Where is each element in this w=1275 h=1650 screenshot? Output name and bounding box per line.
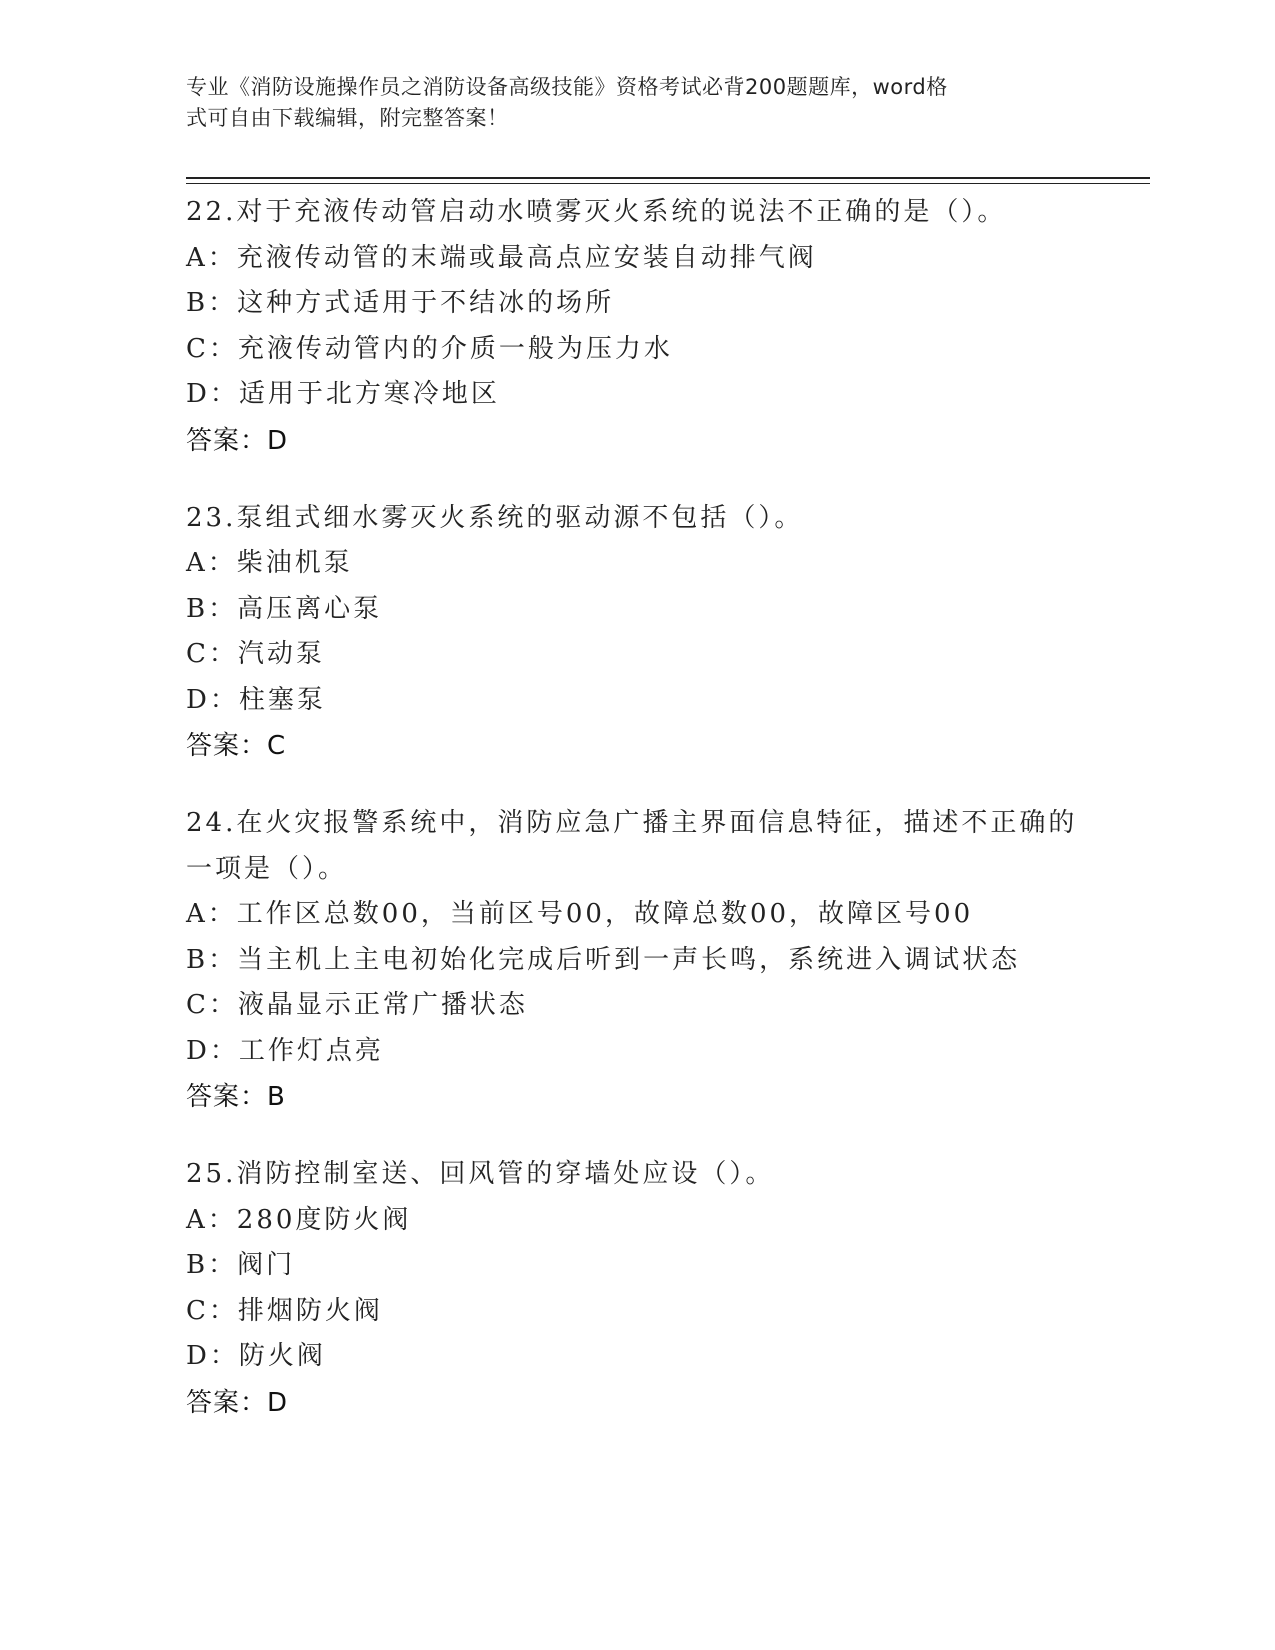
option-b: B：这种方式适用于不结冰的场所: [186, 288, 615, 318]
answer-line: 答案：C: [186, 731, 287, 761]
question-24: [186, 801, 1086, 1120]
answer-line: 答案：D: [186, 425, 289, 456]
option-a: A：280度防火阀: [186, 1204, 412, 1235]
header-line-1: 专业《消防设施操作员之消防设备高级技能》资格考试必背200题题库，word格: [186, 75, 948, 99]
question-22: [186, 190, 1086, 464]
question-stem: 23.泵组式细水雾灭火系统的驱动源不包括（）。: [186, 502, 804, 533]
question-stem: 22.对于充液传动管启动水喷雾灭火系统的说法不正确的是（）。: [186, 197, 1007, 227]
option-d: D：防火阀: [186, 1341, 326, 1371]
header-divider-thick: [186, 177, 1150, 179]
option-c: C：液晶显示正常广播状态: [186, 990, 528, 1020]
option-a: A：工作区总数00，当前区号00，故障总数00，故障区号00: [186, 899, 974, 929]
question-stem: 24.在火灾报警系统中，消防应急广播主界面信息特征，描述不正确的一项是（）。: [186, 808, 1078, 884]
option-c: C：充液传动管内的介质一般为压力水: [186, 333, 673, 364]
option-a: A：柴油机泵: [186, 548, 353, 578]
option-c: C：排烟防火阀: [186, 1295, 383, 1326]
question-list: [186, 190, 1086, 1458]
document-header: [186, 72, 1066, 134]
answer-line: 答案：B: [186, 1082, 286, 1112]
option-c: C：汽动泵: [186, 639, 325, 669]
option-d: D：柱塞泵: [186, 684, 326, 715]
header-divider-thin: [186, 183, 1150, 184]
option-b: B：阀门: [186, 1250, 296, 1280]
option-d: D：适用于北方寒冷地区: [186, 379, 500, 409]
option-b: B：高压离心泵: [186, 593, 383, 624]
option-b: B：当主机上主电初始化完成后听到一声长鸣，系统进入调试状态: [186, 944, 1021, 975]
answer-line: 答案：D: [186, 1387, 289, 1418]
option-d: D：工作灯点亮: [186, 1035, 384, 1066]
option-a: A：充液传动管的末端或最高点应安装自动排气阀: [186, 242, 817, 273]
header-line-2: 式可自由下载编辑，附完整答案！: [186, 106, 509, 130]
question-stem: 25.消防控制室送、回风管的穿墙处应设（）。: [186, 1159, 775, 1189]
question-25: [186, 1152, 1086, 1426]
question-23: [186, 496, 1086, 770]
